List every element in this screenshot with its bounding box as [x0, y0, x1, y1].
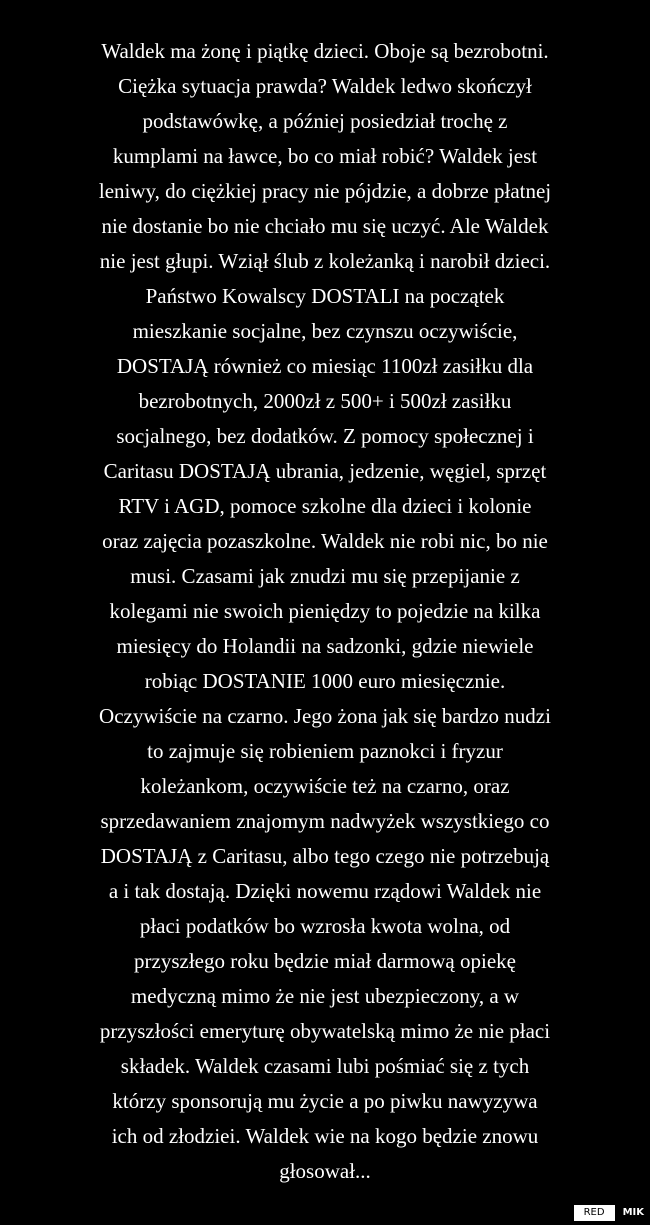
story-line: DOSTAJĄ z Caritasu, albo tego czego nie potrzebują [100, 844, 550, 868]
story-line: mieszkanie socjalne, bez czynszu oczywiście, [132, 319, 518, 343]
story-line: którzy sponsorują mu życie a po piwku nawyzywa [112, 1089, 538, 1113]
story-line: nie dostanie bo nie chciało mu się uczyć. Ale Waldek [101, 214, 549, 238]
story-text [0, 34, 650, 1189]
site-watermark [574, 1205, 644, 1221]
story-line: koleżankom, oczywiście też na czarno, oraz [140, 774, 510, 798]
story-line: musi. Czasami jak znudzi mu się przepijanie z [130, 564, 520, 588]
story-line: Waldek ma żonę i piątkę dzieci. Oboje są bezrobotni. [101, 39, 549, 63]
story-line: miesięcy do Holandii na sadzonki, gdzie niewiele [116, 634, 534, 658]
story-line: głosował... [279, 1159, 371, 1183]
story-line: podstawówkę, a później posiedział trochę z [142, 109, 508, 133]
story-line: Państwo Kowalscy DOSTALI na początek [145, 284, 505, 308]
story-line: bezrobotnych, 2000zł z 500+ i 500zł zasiłku [138, 389, 512, 413]
story-line: sprzedawaniem znajomym nadwyżek wszystkiego co [100, 809, 550, 833]
story-line: kumplami na ławce, bo co miał robić? Waldek jest [112, 144, 538, 168]
story-line: leniwy, do ciężkiej pracy nie pójdzie, a dobrze płatnej [98, 179, 552, 203]
story-line: składek. Waldek czasami lubi pośmiać się z tych [120, 1054, 530, 1078]
story-line: RTV i AGD, pomoce szkolne dla dzieci i kolonie [118, 494, 532, 518]
watermark-red-label: RED [574, 1205, 615, 1221]
story-line: socjalnego, bez dodatków. Z pomocy społecznej i [116, 424, 534, 448]
story-line: robiąc DOSTANIE 1000 euro miesięcznie. [144, 669, 506, 693]
story-line: płaci podatków bo wzrosła kwota wolna, od [139, 914, 511, 938]
story-line: medyczną mimo że nie jest ubezpieczony, a w [130, 984, 520, 1008]
story-line: Ciężka sytuacja prawda? Waldek ledwo skończył [118, 74, 532, 98]
story-line: nie jest głupi. Wziął ślub z koleżanką i narobił dzieci. [99, 249, 551, 273]
story-line: przyszłego roku będzie miał darmową opiekę [134, 949, 516, 973]
story-line: Oczywiście na czarno. Jego żona jak się bardzo nudzi [99, 704, 551, 728]
story-line: to zajmuje się robieniem paznokci i fryzur [147, 739, 503, 763]
story-line: oraz zajęcia pozaszkolne. Waldek nie robi nic, bo nie [102, 529, 548, 553]
story-line: kolegami nie swoich pieniędzy to pojedzie na kilka [109, 599, 541, 623]
story-line: a i tak dostają. Dzięki nowemu rządowi Waldek nie [108, 879, 542, 903]
story-line: ich od złodziei. Waldek wie na kogo będzie znowu [111, 1124, 539, 1148]
story-line: przyszłości emeryturę obywatelską mimo że nie płaci [99, 1019, 551, 1043]
story-line: DOSTAJĄ również co miesiąc 1100zł zasiłku dla [116, 354, 534, 378]
watermark-mik-label: MIK [622, 1207, 644, 1218]
story-line: Caritasu DOSTAJĄ ubrania, jedzenie, węgiel, sprzęt [103, 459, 547, 483]
